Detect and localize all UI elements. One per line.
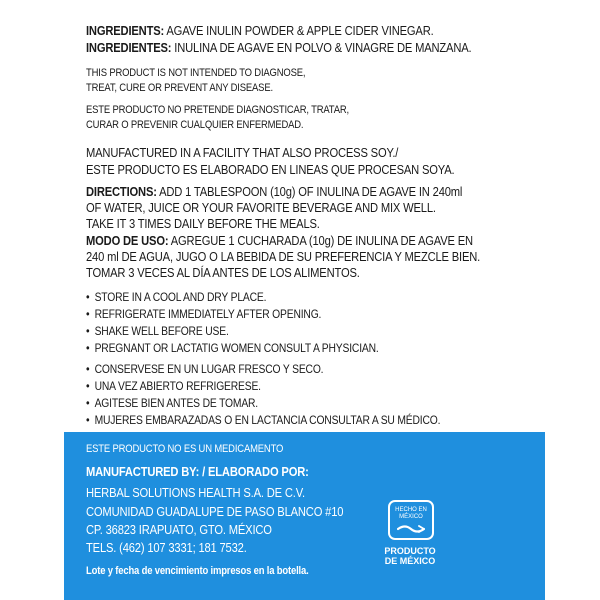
badge-line1: HECHO EN <box>395 507 427 513</box>
manufacturer-heading: MANUFACTURED BY: / ELABORADO POR: <box>86 464 309 479</box>
warning-es-item: • CONSERVESE EN UN LUGAR FRESCO Y SECO. <box>86 362 323 376</box>
manufacturer-company: HERBAL SOLUTIONS HEALTH S.A. DE C.V. <box>86 485 305 500</box>
warning-en-item: • STORE IN A COOL AND DRY PLACE. <box>86 290 266 304</box>
ingredients-en-label: INGREDIENTS: <box>86 23 165 38</box>
badge-caption-line2: DE MÉXICO <box>384 556 436 566</box>
badge-caption-line1: PRODUCTO <box>384 546 436 556</box>
directions-en-label: DIRECTIONS: <box>86 184 157 199</box>
manufacturer-address1: COMUNIDAD GUADALUPE DE PASO BLANCO #10 <box>86 504 344 519</box>
facility-line1: MANUFACTURED IN A FACILITY THAT ALSO PROCESS SOY./ <box>86 145 399 160</box>
ingredients-en <box>86 23 434 38</box>
warning-es-item: • AGITESE BIEN ANTES DE TOMAR. <box>86 396 258 410</box>
badge-line2: MÉXICO <box>399 514 423 520</box>
ingredients-es-text: INULINA DE AGAVE EN POLVO & VINAGRE DE MANZANA. <box>171 40 472 55</box>
warning-en-item: • REFRIGERATE IMMEDIATELY AFTER OPENING. <box>86 307 321 321</box>
disclaimer-es-line1: ESTE PRODUCTO NO PRETENDE DIAGNOSTICAR, TRATAR, <box>86 104 349 116</box>
badge-text <box>390 507 432 521</box>
made-in-mexico-logo <box>388 500 434 540</box>
directions-en-line2: OF WATER, JUICE OR YOUR FAVORITE BEVERAGE AND MIX WELL. <box>86 200 436 215</box>
manufacturer-phone: TELS. (462) 107 3331; 181 7532. <box>86 540 247 555</box>
disclaimer-en-line2: TREAT, CURE OR PREVENT ANY DISEASE. <box>86 82 273 94</box>
directions-en-line1 <box>86 184 462 199</box>
facility-line2: ESTE PRODUCTO ES ELABORADO EN LINEAS QUE PROCESAN SOYA. <box>86 162 455 177</box>
directions-es-line3: TOMAR 3 VECES AL DÍA ANTES DE LOS ALIMENTOS. <box>86 265 360 280</box>
directions-es-label: MODO DE USO: <box>86 233 169 248</box>
not-medicine-notice: ESTE PRODUCTO NO ES UN MEDICAMENTO <box>86 443 284 455</box>
directions-es-line2: 240 ml DE AGUA, JUGO O LA BEBIDA DE SU PREFERENCIA Y MEZCLE BIEN. <box>86 249 481 264</box>
manufacturer-address2: CP. 36823 IRAPUATO, GTO. MÉXICO <box>86 522 272 537</box>
directions-en-text: ADD 1 TABLESPOON (10g) OF INULINA DE AGAVE IN 240ml <box>156 184 463 199</box>
ingredients-es-label: INGREDIENTES: <box>86 40 172 55</box>
warning-en-item: • PREGNANT OR LACTATIG WOMEN CONSULT A PHYSICIAN. <box>86 341 379 355</box>
lot-expiry-note: Lote y fecha de vencimiento impresos en la botella. <box>86 565 309 577</box>
warning-en-item: • SHAKE WELL BEFORE USE. <box>86 324 229 338</box>
directions-en-line3: TAKE IT 3 TIMES DAILY BEFORE THE MEALS. <box>86 216 320 231</box>
directions-es-line1 <box>86 233 473 248</box>
directions-es-text: AGREGUE 1 CUCHARADA (10g) DE INULINA DE AGAVE EN <box>168 233 473 248</box>
ingredients-en-text: AGAVE INULIN POWDER & APPLE CIDER VINEGAR. <box>164 23 434 38</box>
warning-es-item: • UNA VEZ ABIERTO REFRIGERESE. <box>86 379 261 393</box>
warning-es-item: • MUJERES EMBARAZADAS O EN LACTANCIA CONSULTAR A SU MÉDICO. <box>86 413 440 427</box>
ingredients-es <box>86 40 471 55</box>
disclaimer-es-line2: CURAR O PREVENIR CUALQUIER ENFERMEDAD. <box>86 119 304 131</box>
eagle-arrow-icon <box>397 523 425 535</box>
badge-caption <box>372 546 448 566</box>
disclaimer-en-line1: THIS PRODUCT IS NOT INTENDED TO DIAGNOSE, <box>86 67 306 79</box>
